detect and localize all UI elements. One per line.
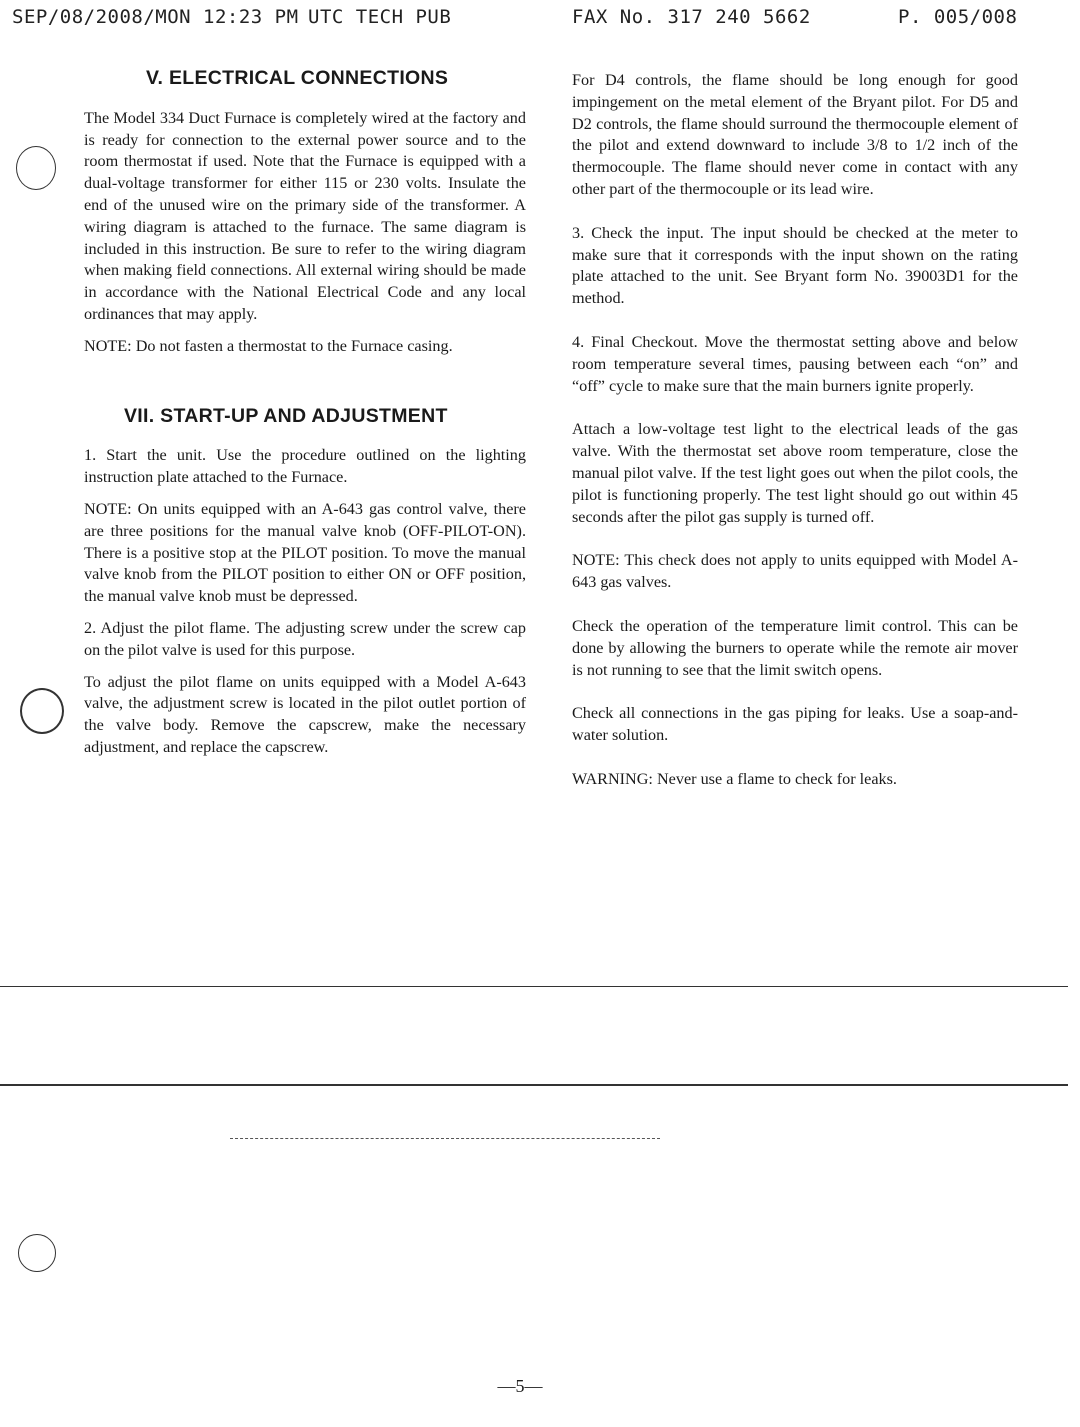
section-heading-electrical-connections: V. ELECTRICAL CONNECTIONS bbox=[146, 67, 449, 89]
gas-leaks-paragraph: Check all connections in the gas piping for leaks. Use a soap-and-water solution. bbox=[572, 704, 1018, 745]
test-light-paragraph: Attach a low-voltage test light to the electrical leads of the gas valve. With the thermostat set above room temperature, close the manual pilot valve. If the test light goes out when the pilot cools, the pilot is functioning properly. The test light should go out within 45 seconds after the pilot gas supply is turned off. bbox=[572, 420, 1018, 526]
fax-header bbox=[0, 6, 1080, 34]
fax-page: P. 005/008 bbox=[898, 6, 1018, 28]
section-heading-startup-adjustment: VII. START-UP AND ADJUSTMENT bbox=[124, 404, 448, 427]
gas-valve-note: NOTE: This check does not apply to units equipped with Model A-643 gas valves. bbox=[572, 551, 1018, 592]
step-2-adjust-pilot: 2. Adjust the pilot flame. The adjusting screw under the screw cap on the pilot valve is used for this purpose. bbox=[84, 618, 526, 659]
a643-adjustment-paragraph: To adjust the pilot flame on units equipped with a Model A-643 valve, the adjustment screw is located in the pilot outlet portion of the valve body. Remove the capscrew, make the necessary adjustment, and replace the capscrew. bbox=[84, 672, 526, 756]
punch-hole-middle bbox=[20, 688, 64, 734]
punch-hole-bottom bbox=[18, 1234, 56, 1272]
fax-date-time: SEP/08/2008/MON 12:23 PM bbox=[12, 6, 299, 28]
right-column bbox=[572, 70, 1018, 801]
step-4-final-checkout: 4. Final Checkout. Move the thermostat setting above and below room temperature several times, pausing between each “on” and “off” cycle to make sure that the main burners ignite properly. bbox=[572, 332, 1018, 395]
fax-number: FAX No. 317 240 5662 bbox=[572, 6, 811, 28]
fold-line-lower bbox=[0, 1084, 1068, 1086]
punch-hole-top bbox=[16, 146, 56, 190]
fax-sender: UTC TECH PUB bbox=[308, 6, 452, 28]
fold-line-upper bbox=[0, 986, 1068, 987]
flame-controls-paragraph: For D4 controls, the flame should be long enough for good impingement on the metal element of the Bryant pilot. For D5 and D2 controls, the flame should surround the thermocouple element of the pilot and extend downward to include 3/8 to 1/2 inch of the thermocouple. The flame should never come in contact with any other part of the thermocouple or its lead wire. bbox=[572, 71, 1018, 198]
electrical-connections-paragraph: The Model 334 Duct Furnace is completely wired at the factory and is ready for connection to the external power source and to the room thermostat if used. Note that the Furnace is equipped with a dual-voltage transformer for either 115 or 230 volts. Insulate the end of the unused wire on the primary side of the transformer. A wiring diagram is attached to the furnace. The same diagram is included in this instruction. Be sure to refer to the wiring diagram when making field connections. All external wiring should be made in accordance with the National Electrical Code and any local ordinances that may apply. bbox=[84, 108, 526, 323]
page-number: —5— bbox=[497, 1376, 543, 1396]
step-3-check-input: 3. Check the input. The input should be checked at the meter to make sure that it corresponds with the input shown on the rating plate attached to the unit. See Bryant form No. 39003D1 for the method. bbox=[572, 223, 1018, 308]
scan-dash-line bbox=[230, 1138, 660, 1139]
thermostat-note: NOTE: Do not fasten a thermostat to the Furnace casing. bbox=[84, 336, 453, 355]
a643-valve-note: NOTE: On units equipped with an A-643 gas control valve, there are three positions for the manual valve knob (OFF-PILOT-ON). There is a positive stop at the PILOT position. To move the manual valve knob from the PILOT position to either ON or OFF position, the manual valve knob must be depressed. bbox=[84, 499, 526, 606]
left-column bbox=[84, 68, 526, 769]
step-1-start-unit: 1. Start the unit. Use the procedure outlined on the lighting instruction plate attached to the Furnace. bbox=[84, 446, 526, 487]
flame-warning: WARNING: Never use a flame to check for leaks. bbox=[572, 769, 897, 788]
limit-control-paragraph: Check the operation of the temperature limit control. This can be done by allowing the burners to operate while the remote air mover is not running to see that the limit switch opens. bbox=[572, 616, 1018, 679]
